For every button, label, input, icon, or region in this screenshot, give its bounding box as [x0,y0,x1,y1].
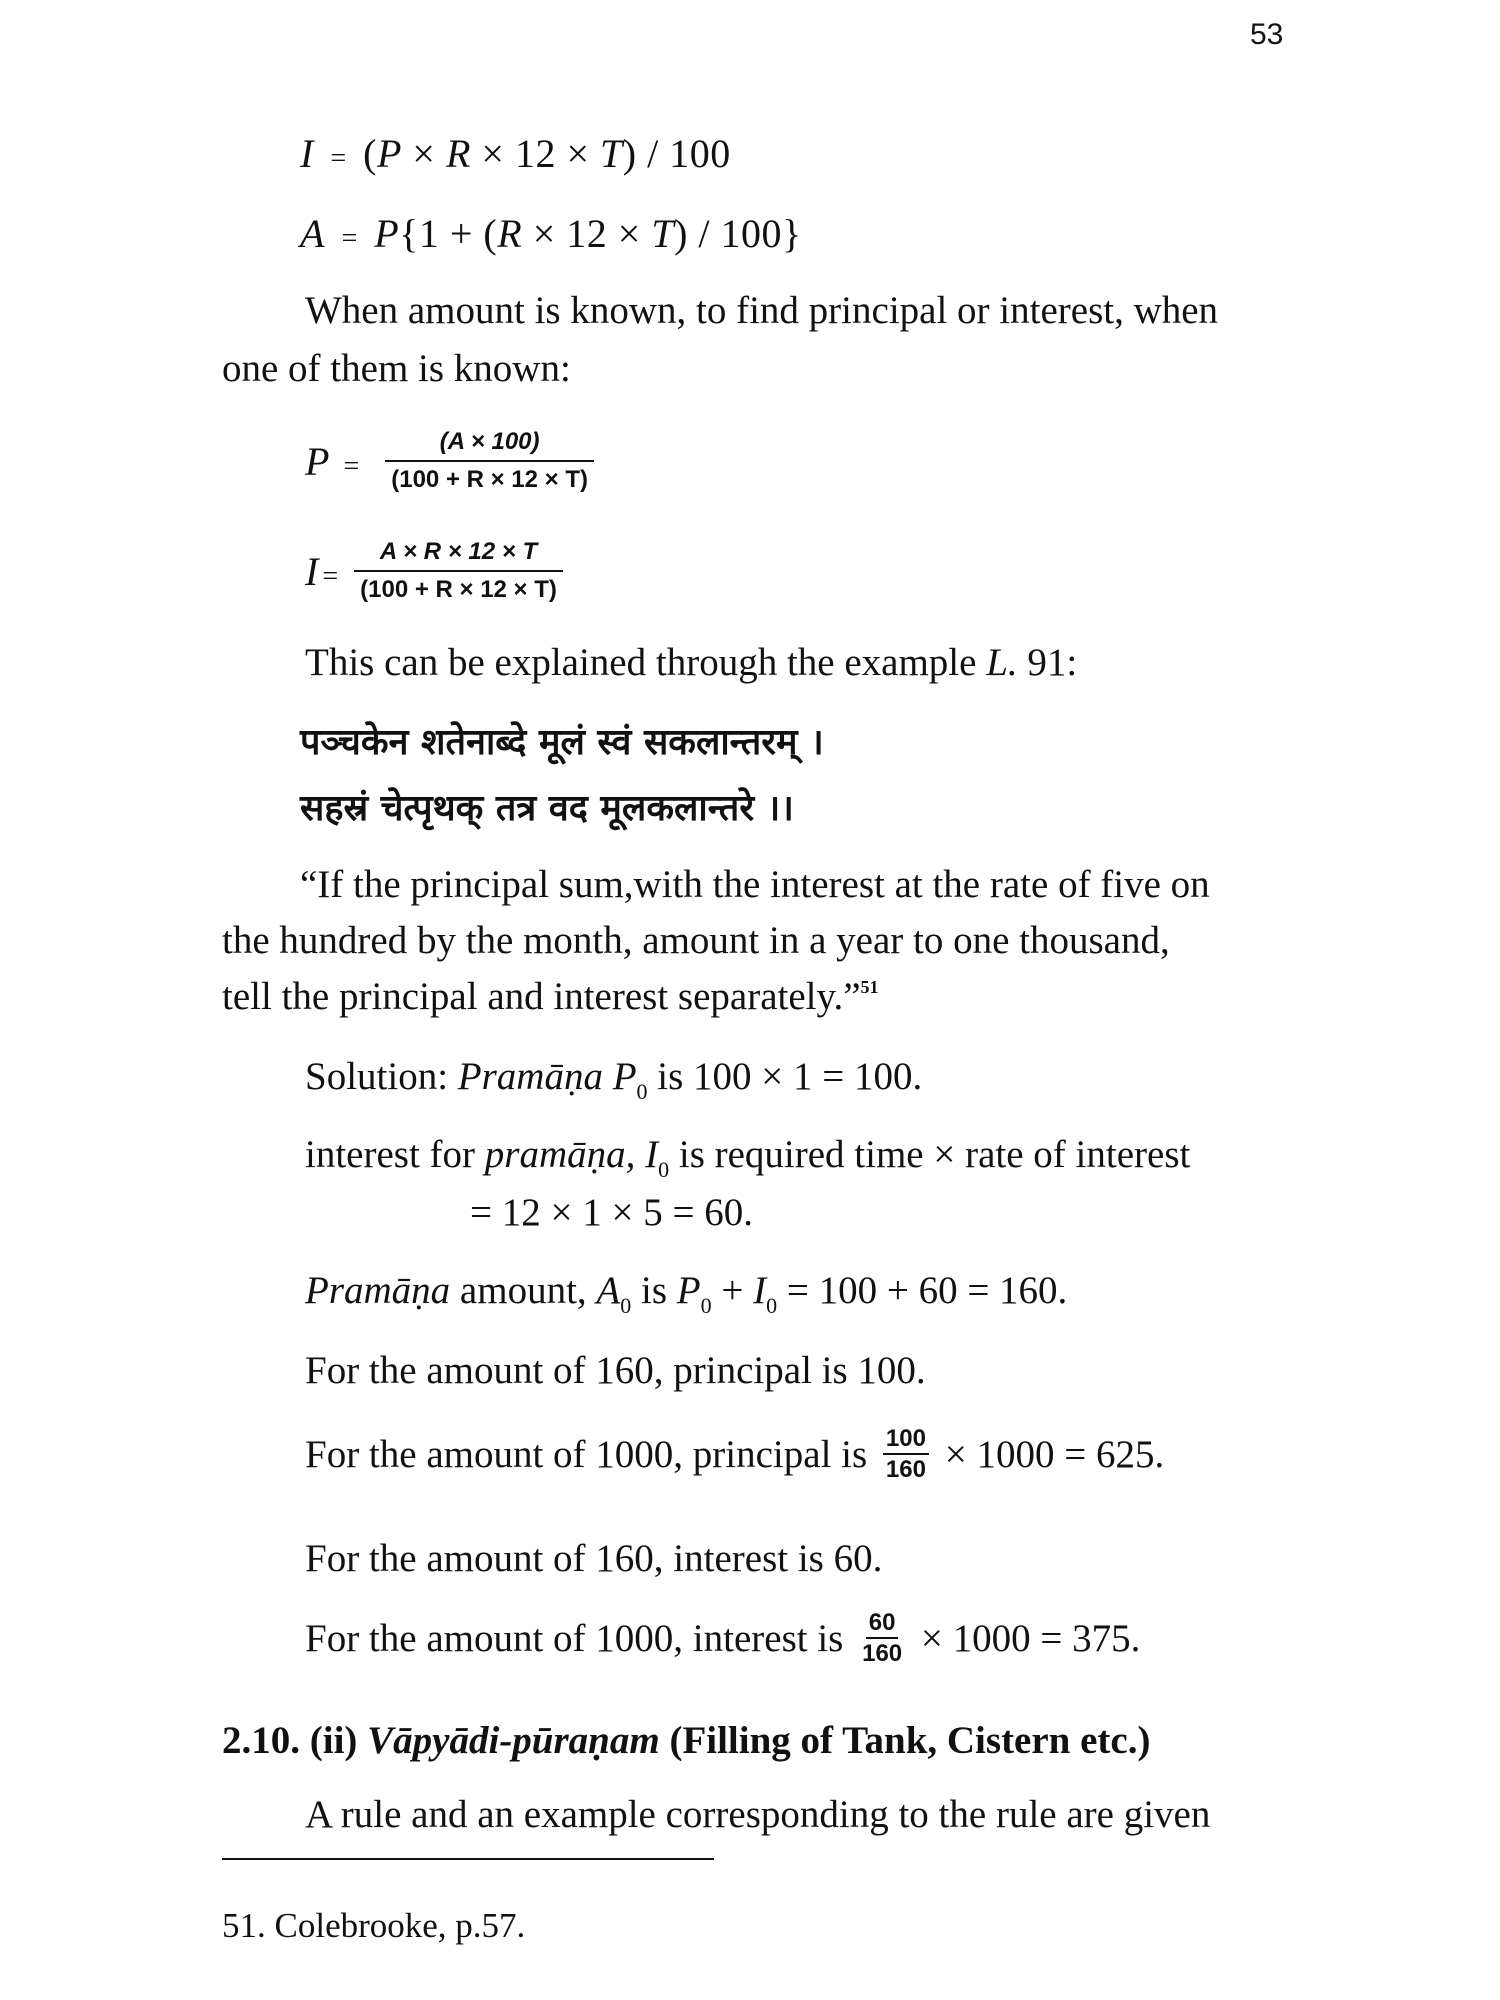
interest-from-amount-formula [305,538,563,604]
fraction-numerator: 100 [883,1426,929,1455]
formula-sym: = [330,143,347,174]
page-number: 53 [1250,18,1284,51]
var-a: A [596,1269,621,1312]
solution-text: × 1000 = 625. [944,1433,1165,1477]
formula-num: 100 [669,131,731,176]
formula-sym: {1 + ( [399,211,498,256]
subscript: 0 [620,1293,632,1318]
formula-sym: = [322,560,339,592]
fraction-numerator: (A × 100) [439,428,540,455]
sanskrit-verse-line-1: पञ्चकेन शतेनाब्दे मूलं स्वं सकलान्तरम् । [300,722,824,763]
quote-line-3 [222,974,879,1019]
formula-sym: = [343,450,360,482]
solution-text: For the amount of 1000, interest is [305,1617,844,1661]
solution-line-8 [305,1609,1141,1670]
formula-lhs [305,438,385,485]
formula-lhs [305,548,354,595]
formula-var: I [305,548,319,594]
footnote-divider [222,1858,714,1860]
fraction-denominator: (100 + R × 12 × T) [385,460,594,494]
formula-sym: × 12 × [532,211,641,256]
intro-line-2: one of them is known: [222,347,571,390]
solution-line-1 [305,1054,922,1105]
term-pramana: pramāṇa, [484,1133,636,1176]
example-intro-text: This can be explained through the example [305,641,987,684]
interest-fraction [354,538,563,604]
fraction-denominator: 160 [885,1456,926,1484]
solution-text: amount, [450,1269,597,1312]
principal-formula [305,428,594,494]
formula-sym: × [566,131,590,176]
formula-sym: × [412,131,436,176]
subscript: 0 [700,1293,712,1318]
var-p: P [676,1269,701,1312]
solution-text: For the amount of 1000, principal is [305,1433,868,1477]
subscript: 0 [636,1079,648,1104]
formula-num: 12 [514,131,556,176]
solution-text: is 100 × 1 = 100. [647,1055,923,1098]
section-term: Vāpyādi-pūraṇam [367,1719,660,1762]
formula-var: T [600,131,623,176]
quote-line-2: the hundred by the month, amount in a year to one thousand, [222,919,1170,962]
solution-line-5: For the amount of 160, principal is 100. [305,1349,926,1392]
quote-text: tell the principal and interest separately.” [222,975,861,1018]
formula-sym: × [481,131,505,176]
subscript: 0 [658,1157,670,1182]
var-i: I [645,1133,659,1176]
example-intro-number: 91: [1017,641,1078,684]
term-pramana: Pramāṇa [305,1269,451,1312]
fraction-denominator: 160 [862,1640,903,1668]
sanskrit-verse-line-2: सहस्रं चेत्पृथक् तत्र वद मूलकलान्तरे ।। [300,788,794,829]
solution-line-4 [305,1268,1067,1319]
fraction-numerator: A × R × 12 × T [379,538,538,565]
solution-text: is required time × rate of interest [669,1133,1191,1176]
fraction-numerator: 60 [866,1610,899,1639]
solution-text: interest for [305,1133,485,1176]
formula-var: P [305,438,330,484]
formula-var: R [497,211,523,256]
section-number: 2.10. (ii) [222,1719,368,1762]
var-i: I [753,1269,767,1312]
principal-fraction [385,428,594,494]
example-intro [305,640,1077,685]
inline-fraction [883,1426,929,1482]
solution-label: Solution: [305,1055,458,1098]
formula-var: R [445,131,471,176]
solution-line-7: For the amount of 160, interest is 60. [305,1537,883,1580]
example-reference: L. [986,641,1018,684]
formula-var: P [376,131,402,176]
formula-sym: ( [363,131,377,176]
intro-line-1: When amount is known, to find principal or interest, when [305,289,1219,332]
formula-sym: ) / 100} [674,211,802,256]
footnote: 51. Colebrooke, p.57. [222,1906,526,1945]
formula-var: A [300,211,325,256]
formula-var: P [374,211,400,256]
var-p: P [612,1055,637,1098]
term-pramana: Pramāṇa [457,1055,603,1098]
section-title: (Filling of Tank, Cistern etc.) [659,1719,1151,1762]
inline-fraction [859,1610,905,1666]
formula-var: I [300,131,314,176]
section-heading [222,1718,1150,1763]
solution-line-6 [305,1425,1165,1486]
formula-sym: ) [622,131,637,176]
formula-var: T [651,211,675,256]
solution-line-3: = 12 × 1 × 5 = 60. [470,1191,753,1234]
formula-sym: / [647,131,659,176]
solution-line-2 [305,1132,1190,1183]
quote-line-1: “If the principal sum,with the interest at the rate of five on [300,863,1210,906]
solution-text: + [711,1269,754,1312]
footnote-marker: 51 [860,977,879,997]
fraction-denominator: (100 + R × 12 × T) [354,570,563,604]
solution-text: × 1000 = 375. [920,1617,1141,1661]
closing-line: A rule and an example corresponding to the rule are given [305,1793,1211,1836]
subscript: 0 [766,1293,778,1318]
solution-text: is [631,1269,677,1312]
solution-text: = 100 + 60 = 160. [777,1269,1068,1312]
interest-formula [300,130,731,177]
formula-sym: = [341,223,358,254]
amount-formula [300,210,802,257]
